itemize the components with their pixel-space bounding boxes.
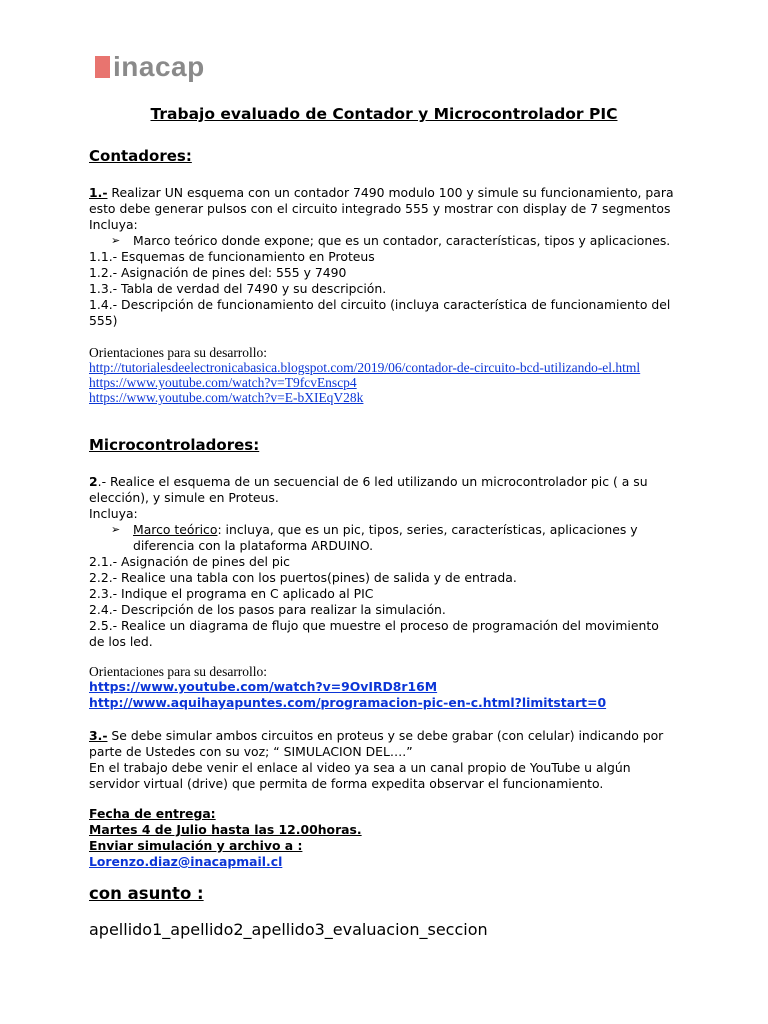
micro-intro xyxy=(89,474,675,506)
num-3: 3.- xyxy=(89,728,108,743)
link-youtube-3[interactable]: https://www.youtube.com/watch?v=9OvIRD8r16M xyxy=(89,679,438,694)
orient-label-2: Orientaciones para su desarrollo: xyxy=(89,664,268,679)
tres-text1 xyxy=(89,728,675,760)
tres-text1-body: Se debe simular ambos circuitos en proteus y se debe grabar (con celular) indicando por parte de Ustedes con su voz; “ SIMULACION DEL….” xyxy=(89,728,664,759)
asunto-value: apellido1_apellido2_apellido3_evaluacion_seccion xyxy=(89,920,488,939)
bullet-1-text: Marco teórico donde expone; que es un contador, características, tipos y aplicaciones. xyxy=(133,233,671,248)
item-2-5: 2.5.- Realice un diagrama de flujo que muestre el proceso de programación del movimiento de los led. xyxy=(89,618,659,649)
incluya-2: Incluya: xyxy=(89,506,138,521)
enviar-label: Enviar simulación y archivo a : xyxy=(89,838,303,853)
contadores-intro xyxy=(89,185,675,217)
tres-section xyxy=(89,728,675,792)
page-title: Trabajo evaluado de Contador y Microcontrolador PIC xyxy=(150,105,618,123)
fecha-label: Fecha de entrega: xyxy=(89,806,216,821)
num-1: 1.- xyxy=(89,185,108,200)
incluya-1: Incluya: xyxy=(89,217,138,232)
micro-section xyxy=(89,474,675,650)
fecha-value: Martes 4 de Julio hasta las 12.00horas. xyxy=(89,822,362,837)
contadores-heading: Contadores: xyxy=(89,147,192,165)
item-1-1: 1.1.- Esquemas de funcionamiento en Proteus xyxy=(89,249,375,264)
bullet-1 xyxy=(89,233,675,249)
orient-label-1: Orientaciones para su desarrollo: xyxy=(89,345,268,360)
bullet-2-rest: : incluya, que es un pic, tipos, series, características, aplicaciones y diferencia con la plataforma ARDUINO. xyxy=(133,522,638,553)
contadores-section xyxy=(89,185,675,329)
item-2-3: 2.3.- Indique el programa en C aplicado al PIC xyxy=(89,586,374,601)
link-youtube-1[interactable]: https://www.youtube.com/watch?v=T9fcvEnscp4 xyxy=(89,375,357,390)
tres-text2: En el trabajo debe venir el enlace al video ya sea a un canal propio de YouTube u algún servidor virtual (drive) que permita de forma expedita observar el funcionamiento. xyxy=(89,760,631,791)
item-2-4: 2.4.- Descripción de los pasos para realizar la simulación. xyxy=(89,602,446,617)
logo-text: inacap xyxy=(113,51,205,82)
item-1-4: 1.4.- Descripción de funcionamiento del circuito (incluya característica de funcionamiento del 555) xyxy=(89,297,671,328)
item-1-2: 1.2.- Asignación de pines del: 555 y 7490 xyxy=(89,265,347,280)
inacap-logo xyxy=(95,52,205,82)
contadores-intro-text: Realizar UN esquema con un contador 7490 modulo 100 y simule su funcionamiento, para esto debe generar pulsos con el circuito integrado 555 y mostrar con display de 7 segmentos xyxy=(89,185,674,216)
asunto-heading: con asunto : xyxy=(89,884,204,903)
item-2-2: 2.2.- Realice una tabla con los puertos(pines) de salida y de entrada. xyxy=(89,570,517,585)
link-youtube-2[interactable]: https://www.youtube.com/watch?v=E-bXIEqV28k xyxy=(89,390,364,405)
contadores-orient xyxy=(89,345,675,405)
logo-mark-icon xyxy=(95,56,110,78)
bullet-2-text xyxy=(133,522,675,554)
link-tutoriales[interactable]: http://tutorialesdeelectronicabasica.blogspot.com/2019/06/contador-de-circuito-bcd-utilizando-el.html xyxy=(89,360,641,375)
item-1-3: 1.3.- Tabla de verdad del 7490 y su descripción. xyxy=(89,281,387,296)
arrow-bullet-icon: ➢ xyxy=(111,523,121,536)
arrow-bullet-icon: ➢ xyxy=(111,234,121,247)
item-2-1: 2.1.- Asignación de pines del pic xyxy=(89,554,290,569)
entrega-section xyxy=(89,806,675,870)
micro-intro-text: .- Realice el esquema de un secuencial de 6 led utilizando un microcontrolador pic ( a su elección), y simule en Proteus. xyxy=(89,474,648,505)
bullet-2-underlined: Marco teórico xyxy=(133,522,218,537)
micro-heading: Microcontroladores: xyxy=(89,436,260,454)
bullet-2 xyxy=(89,522,675,554)
email-link[interactable]: Lorenzo.diaz@inacapmail.cl xyxy=(89,854,283,869)
num-2: 2 xyxy=(89,474,98,489)
link-aquihayapuntes[interactable]: http://www.aquihayapuntes.com/programacion-pic-en-c.html?limitstart=0 xyxy=(89,695,607,710)
micro-orient xyxy=(89,664,675,711)
